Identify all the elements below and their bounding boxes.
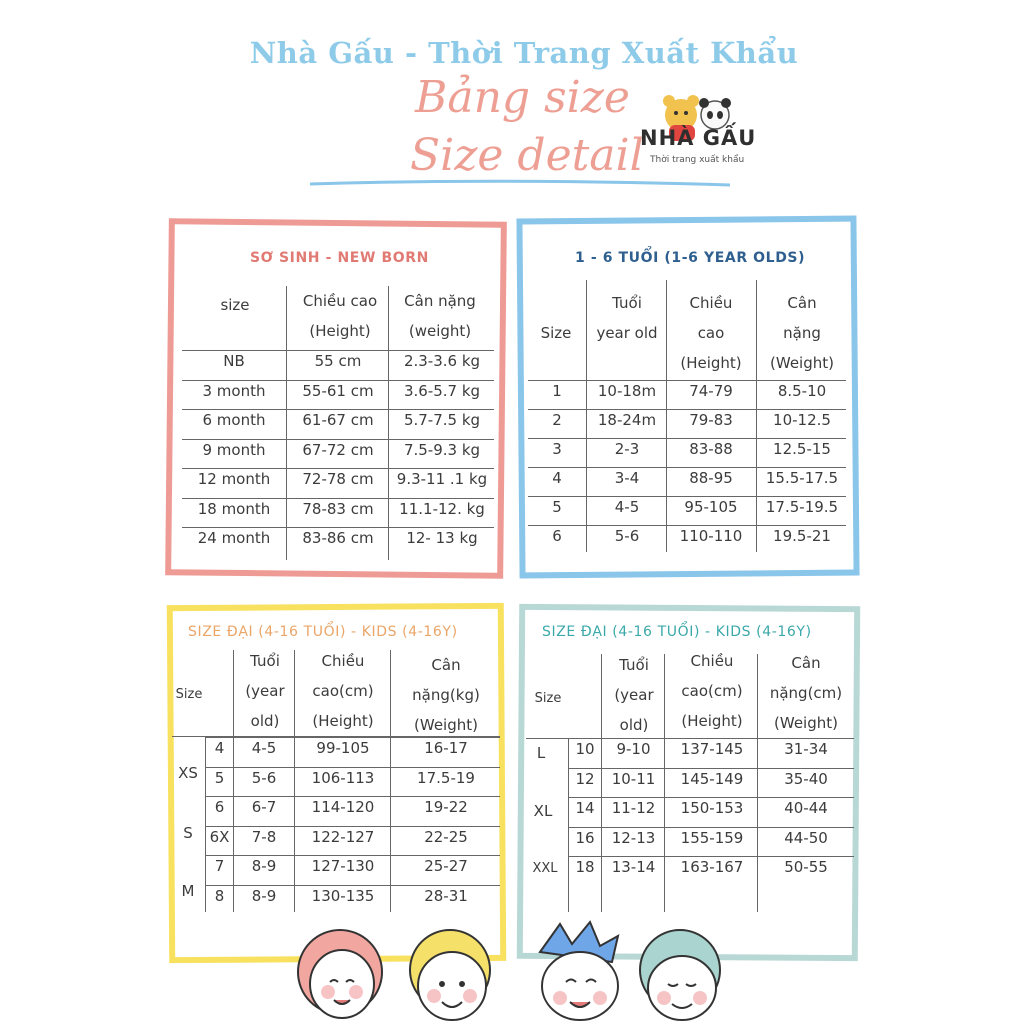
toddler-cell: 83-88 bbox=[689, 440, 733, 458]
kids-a-cell: 114-120 bbox=[311, 798, 375, 816]
kids-b-header-age: Tuổi bbox=[619, 656, 649, 674]
toddler-cell: 17.5-19.5 bbox=[765, 498, 839, 516]
kids-a-cell: 8-9 bbox=[251, 886, 277, 905]
kids-b-cell: 31-34 bbox=[784, 740, 828, 758]
kids-a-group-m: M bbox=[181, 882, 195, 900]
kids-b-cell: 9-10 bbox=[616, 740, 651, 758]
kids-a-cell: 6-7 bbox=[251, 798, 277, 816]
toddler-cell: 88-95 bbox=[689, 469, 733, 487]
newborn-header-height-en: (Height) bbox=[309, 322, 371, 340]
toddler-cell: 5-6 bbox=[614, 527, 640, 545]
toddler-cell: 3-4 bbox=[614, 469, 640, 487]
kids-a-cell: 7-8 bbox=[251, 827, 277, 846]
kids-b-header-weight: Cân bbox=[791, 654, 821, 672]
kids-b-cell: 150-153 bbox=[680, 799, 744, 817]
newborn-cell: 3.6-5.7 kg bbox=[403, 381, 481, 400]
toddler-cell: 15.5-17.5 bbox=[765, 469, 839, 487]
logo-text: NHÀ GẤU bbox=[640, 126, 757, 150]
size-detail-heading: Size detail bbox=[410, 130, 644, 181]
kids-a-vline-3 bbox=[390, 650, 391, 912]
kids-b-header-height-en: (Height) bbox=[681, 712, 743, 730]
kids-b-cell: 163-167 bbox=[680, 858, 744, 876]
toddler-header-age: Tuổi bbox=[612, 294, 642, 312]
toddler-cell: 8.5-10 bbox=[777, 382, 827, 400]
kids-b-group-xl: XL bbox=[533, 802, 553, 820]
newborn-header-weight: Cân nặng bbox=[404, 292, 476, 310]
kids-b-cell: 40-44 bbox=[784, 799, 828, 817]
toddler-vline-1 bbox=[586, 280, 587, 552]
kids-a-header-size: Size bbox=[175, 687, 203, 702]
toddler-vline-3 bbox=[756, 280, 757, 552]
kids-a-cell: 5 bbox=[214, 768, 225, 787]
kids-b-group-l: L bbox=[536, 744, 546, 762]
kids-a-cell: 8 bbox=[214, 886, 225, 905]
toddler-cell: 10-18m bbox=[597, 382, 657, 400]
newborn-header-size: size bbox=[220, 296, 250, 314]
toddler-cell: 4-5 bbox=[614, 498, 640, 516]
kids-b-header-weight-en: (Weight) bbox=[774, 714, 838, 732]
newborn-header-weight-en: (weight) bbox=[408, 322, 472, 340]
toddler-cell: 110-110 bbox=[679, 527, 743, 545]
toddler-cell: 2-3 bbox=[614, 440, 640, 458]
brand-title: Nhà Gấu - Thời Trang Xuất Khẩu bbox=[249, 36, 799, 70]
kids-a-cell: 4 bbox=[214, 739, 225, 757]
kids-b-header-size: Size bbox=[534, 691, 562, 706]
toddler-cell: 1 bbox=[552, 382, 562, 400]
kids-a-cell: 6 bbox=[214, 798, 225, 816]
kids-b-header-height-2: cao(cm) bbox=[681, 682, 743, 700]
newborn-header-height: Chiều cao bbox=[302, 292, 378, 310]
toddler-cell: 18-24m bbox=[597, 411, 657, 429]
newborn-cell: 5.7-7.5 kg bbox=[403, 411, 481, 429]
newborn-cell: 3 month bbox=[202, 381, 266, 400]
toddler-cell: 19.5-21 bbox=[773, 527, 831, 545]
toddler-header-height: Chiều bbox=[689, 294, 733, 312]
kids-b-vline-1 bbox=[601, 654, 602, 912]
newborn-cell: 55 cm bbox=[314, 352, 362, 370]
newborn-cell: 12- 13 kg bbox=[406, 529, 478, 547]
kids-a-cell: 22-25 bbox=[424, 827, 468, 846]
logo-subtext: Thời trang xuất khẩu bbox=[650, 155, 745, 165]
kids-a-header-weight-2: nặng(kg) bbox=[412, 686, 480, 704]
toddler-header-height-en: (Height) bbox=[680, 354, 742, 372]
kids-b-vline-2 bbox=[664, 654, 665, 912]
kids-b-cell: 18 bbox=[575, 858, 595, 876]
kids-a-cell: 122-127 bbox=[311, 827, 375, 846]
newborn-cell: 9 month bbox=[202, 440, 266, 459]
kids-b-header-height: Chiều bbox=[690, 652, 734, 670]
kids-b-cell: 11-12 bbox=[611, 799, 656, 817]
kids-b-cell: 145-149 bbox=[680, 769, 744, 788]
kids-a-cell: 16-17 bbox=[424, 739, 468, 757]
kids-a-header-weight: Cân bbox=[431, 656, 461, 674]
newborn-cell: 11.1-12. kg bbox=[399, 499, 485, 518]
newborn-vline-1 bbox=[286, 286, 287, 560]
kids-a-group-xs: XS bbox=[178, 764, 198, 782]
kids-a-header-weight-en: (Weight) bbox=[414, 716, 478, 734]
kids-b-cell: 44-50 bbox=[784, 828, 828, 847]
kids-a-cell: 130-135 bbox=[311, 886, 375, 905]
kids-a-header-age: Tuổi bbox=[250, 652, 280, 670]
toddler-cell: 6 bbox=[552, 527, 562, 545]
toddler-cell: 3 bbox=[552, 440, 562, 458]
kids-b-group-xxl: XXL bbox=[532, 861, 558, 876]
kids-a-cell: 19-22 bbox=[424, 798, 468, 816]
kids-a-cell: 8-9 bbox=[251, 857, 277, 875]
kids-b-header-age-2: (year bbox=[614, 686, 654, 704]
newborn-title: SƠ SINH - NEW BORN bbox=[250, 250, 429, 266]
kids-b-cell: 35-40 bbox=[784, 769, 828, 788]
kids-a-cell: 25-27 bbox=[424, 857, 468, 875]
newborn-cell: 72-78 cm bbox=[302, 470, 374, 488]
newborn-cell: 6 month bbox=[202, 411, 266, 429]
toddler-title: 1 - 6 TUỔI (1-6 YEAR OLDS) bbox=[575, 250, 806, 266]
kids-b-cell: 10 bbox=[575, 740, 595, 758]
toddler-vline-2 bbox=[666, 280, 667, 552]
toddler-header-weight-2: nặng bbox=[783, 324, 821, 342]
kids-a-header-age-3: old) bbox=[250, 712, 280, 730]
toddler-header-size: Size bbox=[540, 324, 572, 342]
toddler-header-age-en: year old bbox=[596, 324, 658, 342]
newborn-cell: NB bbox=[223, 352, 245, 370]
kids-a-cell: 17.5-19 bbox=[417, 768, 475, 787]
kids-a-header-height: Chiều bbox=[321, 652, 365, 670]
kids-a-cell: 28-31 bbox=[424, 886, 468, 905]
kids-b-cell: 155-159 bbox=[680, 828, 744, 847]
newborn-cell: 18 month bbox=[197, 499, 271, 518]
newborn-cell: 2.3-3.6 kg bbox=[403, 352, 481, 370]
kids-b-cell: 14 bbox=[575, 799, 595, 817]
kids-b-cell: 10-11 bbox=[611, 769, 656, 788]
kids-a-cell: 99-105 bbox=[316, 739, 370, 757]
kids-b-cell: 12 bbox=[575, 769, 595, 788]
kids-b-cell: 13-14 bbox=[611, 858, 656, 876]
newborn-cell: 83-86 cm bbox=[302, 529, 374, 547]
kids-a-cell: 5-6 bbox=[251, 768, 277, 787]
newborn-cell: 78-83 cm bbox=[302, 499, 374, 518]
toddler-cell: 2 bbox=[552, 411, 562, 429]
toddler-cell: 5 bbox=[552, 498, 562, 516]
toddler-header-weight: Cân bbox=[787, 294, 817, 312]
toddler-header-weight-en: (Weight) bbox=[770, 354, 834, 372]
toddler-cell: 74-79 bbox=[689, 382, 733, 400]
newborn-vline-2 bbox=[388, 286, 389, 560]
kids-b-cell: 137-145 bbox=[680, 740, 744, 758]
kids-b-cell: 16 bbox=[575, 828, 595, 847]
newborn-cell: 55-61 cm bbox=[302, 381, 374, 400]
toddler-cell: 95-105 bbox=[684, 498, 738, 516]
kids-a-cell: 106-113 bbox=[311, 768, 375, 787]
kids-b-title: SIZE ĐẠI (4-16 TUỔI) - KIDS (4-16Y) bbox=[542, 624, 812, 640]
newborn-cell: 12 month bbox=[197, 470, 271, 488]
toddler-header-height-2: cao bbox=[697, 324, 725, 342]
kids-faces-illustration bbox=[290, 912, 830, 1024]
newborn-cell: 24 month bbox=[197, 529, 271, 547]
toddler-cell: 4 bbox=[552, 469, 562, 487]
kids-a-cell: 6X bbox=[209, 827, 230, 846]
kids-b-header-weight-2: nặng(cm) bbox=[769, 684, 843, 702]
toddler-cell: 12.5-15 bbox=[773, 440, 831, 458]
size-chart-heading: Bảng size bbox=[415, 72, 630, 123]
heading-underline bbox=[300, 176, 740, 190]
toddler-cell: 10-12.5 bbox=[773, 411, 831, 429]
kids-a-header-height-en: (Height) bbox=[312, 712, 374, 730]
newborn-cell: 67-72 cm bbox=[302, 440, 374, 459]
kids-b-cell: 12-13 bbox=[611, 828, 656, 847]
kids-a-group-s: S bbox=[183, 824, 193, 842]
kids-a-cell: 7 bbox=[214, 857, 225, 875]
kids-b-cell: 50-55 bbox=[784, 858, 828, 876]
kids-a-vline-2 bbox=[294, 650, 295, 912]
kids-a-header-age-2: (year bbox=[245, 682, 285, 700]
newborn-cell: 9.3-11 .1 kg bbox=[396, 470, 488, 488]
newborn-cell: 61-67 cm bbox=[302, 411, 374, 429]
kids-a-cell: 4-5 bbox=[251, 739, 277, 757]
kids-a-header-height-2: cao(cm) bbox=[312, 682, 374, 700]
kids-a-cell: 127-130 bbox=[311, 857, 375, 875]
toddler-cell: 79-83 bbox=[689, 411, 733, 429]
kids-a-title: SIZE ĐẠI (4-16 TUỔI) - KIDS (4-16Y) bbox=[188, 624, 458, 640]
kids-b-header-age-3: old) bbox=[619, 716, 649, 734]
newborn-cell: 7.5-9.3 kg bbox=[403, 440, 481, 459]
